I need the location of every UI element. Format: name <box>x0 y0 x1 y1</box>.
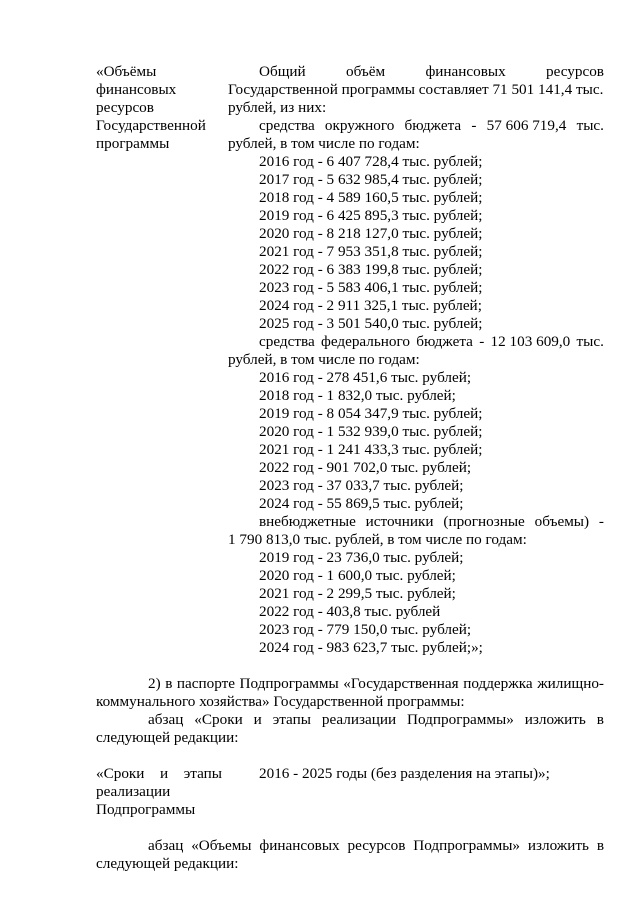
vneb-year-2020: 2020 год - 1 600,0 тыс. рублей; <box>259 567 456 584</box>
fed-year-2022: 2022 год - 901 702,0 тыс. рублей; <box>259 459 472 476</box>
fed-year-2019: 2019 год - 8 054 347,9 тыс. рублей; <box>259 405 483 422</box>
block1-label-2: финансовых <box>96 81 177 98</box>
vneb-year-2023: 2023 год - 779 150,0 тыс. рублей; <box>259 621 472 638</box>
fed-year-2023: 2023 год - 37 033,7 тыс. рублей; <box>259 477 464 494</box>
para2-line-4: следующей редакции: <box>96 729 239 746</box>
okrug-year-2023: 2023 год - 5 583 406,1 тыс. рублей; <box>259 279 483 296</box>
para3-line-2: следующей редакции: <box>96 855 239 872</box>
block2-label-1: «Сроки и этапы <box>96 765 222 782</box>
intro-line-1: Общий объём финансовых ресурсов <box>259 63 604 80</box>
vneb-year-2024: 2024 год - 983 623,7 тыс. рублей;»; <box>259 639 483 656</box>
para2-line-1: 2) в паспорте Подпрограммы «Государственная поддержка жилищно- <box>148 675 604 692</box>
vneb-cont: 1 790 813,0 тыс. рублей, в том числе по годам: <box>228 531 527 548</box>
block2-value: 2016 - 2025 годы (без разделения на этапы)»; <box>259 765 550 782</box>
okrug-head: средства окружного бюджета - 57 606 719,4 тыс. <box>259 117 604 134</box>
intro-line-3: рублей, из них: <box>228 99 327 116</box>
vneb-head: внебюджетные источники (прогнозные объемы) - <box>259 513 604 530</box>
okrug-year-2024: 2024 год - 2 911 325,1 тыс. рублей; <box>259 297 482 314</box>
okrug-year-2018: 2018 год - 4 589 160,5 тыс. рублей; <box>259 189 483 206</box>
block2-label-2: реализации <box>96 783 171 800</box>
okrug-year-2017: 2017 год - 5 632 985,4 тыс. рублей; <box>259 171 483 188</box>
vneb-year-2021: 2021 год - 2 299,5 тыс. рублей; <box>259 585 456 602</box>
fed-year-2016: 2016 год - 278 451,6 тыс. рублей; <box>259 369 472 386</box>
okrug-year-2020: 2020 год - 8 218 127,0 тыс. рублей; <box>259 225 483 242</box>
vneb-year-2019: 2019 год - 23 736,0 тыс. рублей; <box>259 549 464 566</box>
fed-year-2018: 2018 год - 1 832,0 тыс. рублей; <box>259 387 456 404</box>
fed-head: средства федерального бюджета - 12 103 609,0 тыс. <box>259 333 604 350</box>
para2-line-2: коммунального хозяйства» Государственной программы: <box>96 693 465 710</box>
fed-year-2021: 2021 год - 1 241 433,3 тыс. рублей; <box>259 441 483 458</box>
okrug-year-2022: 2022 год - 6 383 199,8 тыс. рублей; <box>259 261 483 278</box>
block1-label-5: программы <box>96 135 170 152</box>
okrug-cont: рублей, в том числе по годам: <box>228 135 420 152</box>
block1-label-3: ресурсов <box>96 99 154 116</box>
block2-label-3: Подпрограммы <box>96 801 196 818</box>
fed-year-2024: 2024 год - 55 869,5 тыс. рублей; <box>259 495 464 512</box>
fed-year-2020: 2020 год - 1 532 939,0 тыс. рублей; <box>259 423 483 440</box>
para3-line-1: абзац «Объемы финансовых ресурсов Подпрограммы» изложить в <box>148 837 604 854</box>
okrug-year-2016: 2016 год - 6 407 728,4 тыс. рублей; <box>259 153 483 170</box>
block1-label-4: Государственной <box>96 117 206 134</box>
para2-line-3: абзац «Сроки и этапы реализации Подпрограммы» изложить в <box>148 711 604 728</box>
block1-label-1: «Объёмы <box>96 63 157 80</box>
fed-cont: рублей, в том числе по годам: <box>228 351 420 368</box>
vneb-year-2022: 2022 год - 403,8 тыс. рублей <box>259 603 441 620</box>
intro-line-2: Государственной программы составляет 71 501 141,4 тыс. <box>228 81 604 98</box>
okrug-year-2025: 2025 год - 3 501 540,0 тыс. рублей; <box>259 315 483 332</box>
okrug-year-2019: 2019 год - 6 425 895,3 тыс. рублей; <box>259 207 483 224</box>
okrug-year-2021: 2021 год - 7 953 351,8 тыс. рублей; <box>259 243 483 260</box>
